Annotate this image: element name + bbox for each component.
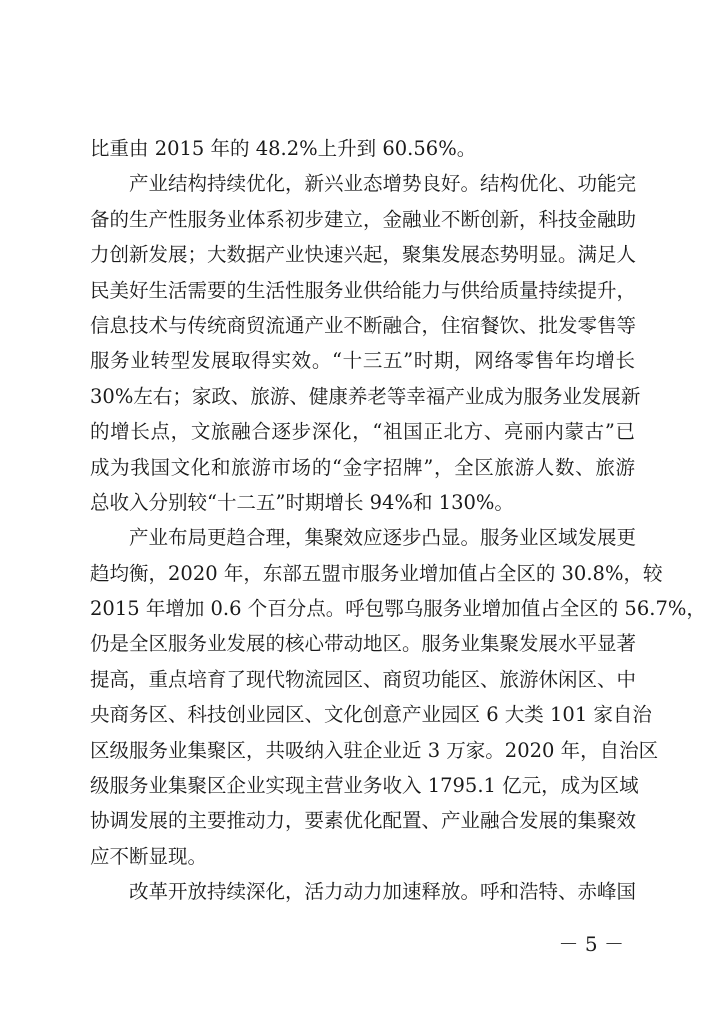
page-number: － 5 － [558,932,624,956]
text-line: 央商务区、科技创业园区、文化创意产业园区 6 大类 101 家自治 [90,703,652,727]
text-line: 的增长点，文旅融合逐步深化，“祖国正北方、亮丽内蒙古”已 [90,420,635,444]
text-line: 力创新发展；大数据产业快速兴起，聚集发展态势明显。满足人 [90,243,637,267]
text-line: 2015 年增加 0.6 个百分点。呼包鄂乌服务业增加值占全区的 56.7%， [90,597,706,621]
text-line: 民美好生活需要的生活性服务业供给能力与供给质量持续提升， [90,278,637,302]
text-line: 提高，重点培育了现代物流园区、商贸功能区、旅游休闲区、中 [90,667,637,691]
text-line: 总收入分别较“十二五”时期增长 94%和 130%。 [90,490,514,514]
text-line: 区级服务业集聚区，共吸纳入驻企业近 3 万家。2020 年，自治区 [90,738,659,762]
text-line: 级服务业集聚区企业实现主营业务收入 1795.1 亿元，成为区域 [90,774,639,798]
text-line: 协调发展的主要推动力，要素优化配置、产业融合发展的集聚效 [90,809,637,833]
text-line: 应不断显现。 [90,844,208,868]
text-line: 仍是全区服务业发展的核心带动地区。服务业集聚发展水平显著 [90,632,637,656]
text-line: 成为我国文化和旅游市场的“金字招牌”，全区旅游人数、旅游 [90,455,635,479]
text-line: 备的生产性服务业体系初步建立，金融业不断创新，科技金融助 [90,207,637,231]
text-line: 30%左右；家政、旅游、健康养老等幸福产业成为服务业发展新 [90,384,641,408]
text-line: 信息技术与传统商贸流通产业不断融合，住宿餐饮、批发零售等 [90,313,637,337]
text-line: 改革开放持续深化，活力动力加速释放。呼和浩特、赤峰国 [129,880,637,904]
text-line: 产业布局更趋合理，集聚效应逐步凸显。服务业区域发展更 [129,526,637,550]
text-line: 趋均衡，2020 年，东部五盟市服务业增加值占全区的 30.8%，较 [90,561,663,585]
text-line: 产业结构持续优化，新兴业态增势良好。结构优化、功能完 [129,172,637,196]
text-line: 比重由 2015 年的 48.2%上升到 60.56%。 [90,137,477,160]
body-text [90,131,706,910]
text-line: 服务业转型发展取得实效。“十三五”时期，网络零售年均增长 [90,349,635,373]
